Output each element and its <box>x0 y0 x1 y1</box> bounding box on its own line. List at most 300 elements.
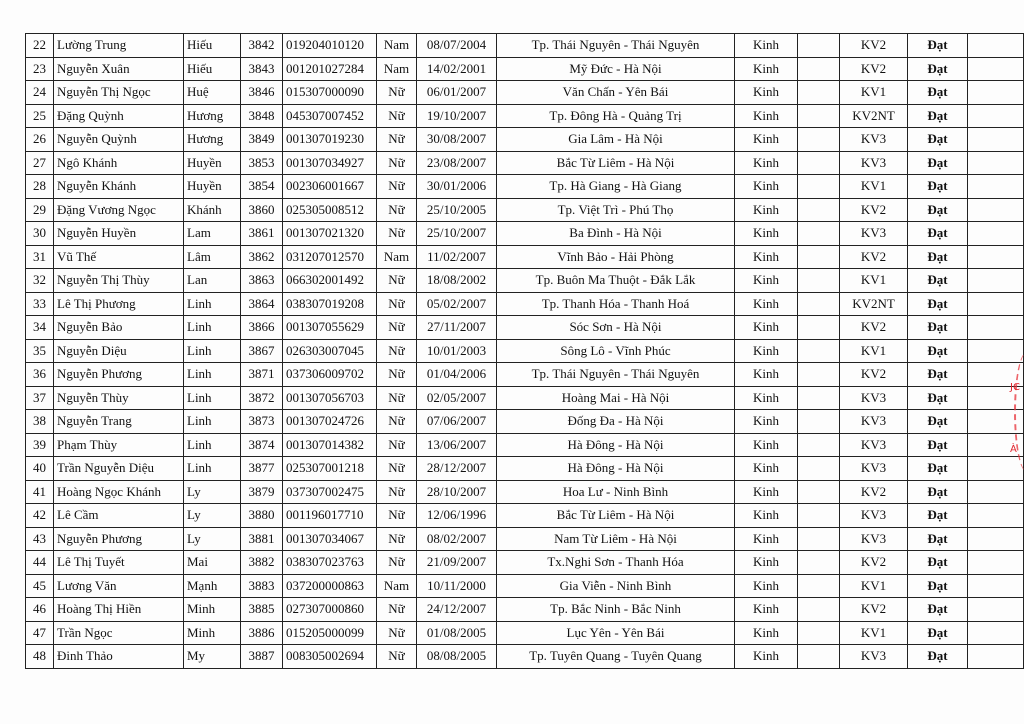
region-cell: KV2 <box>840 245 908 269</box>
ethnicity-cell: Kinh <box>735 527 798 551</box>
birth-date-cell: 08/07/2004 <box>417 34 497 58</box>
row-number: 29 <box>26 198 54 222</box>
blank-cell <box>968 551 1024 575</box>
result-cell: Đạt <box>908 551 968 575</box>
region-cell: KV2NT <box>840 292 908 316</box>
id-number-cell: 008305002694 <box>283 645 377 669</box>
blank-cell <box>798 363 840 387</box>
row-number: 44 <box>26 551 54 575</box>
given-name-cell: Ly <box>184 527 241 551</box>
row-number: 48 <box>26 645 54 669</box>
gender-cell: Nữ <box>377 104 417 128</box>
id-number-cell: 001307056703 <box>283 386 377 410</box>
blank-cell <box>798 410 840 434</box>
gender-cell: Nữ <box>377 457 417 481</box>
hometown-cell: Văn Chấn - Yên Bái <box>497 81 735 105</box>
gender-cell: Nữ <box>377 269 417 293</box>
birth-date-cell: 01/04/2006 <box>417 363 497 387</box>
candidate-number-cell: 3853 <box>241 151 283 175</box>
gender-cell: Nữ <box>377 175 417 199</box>
candidate-number-cell: 3854 <box>241 175 283 199</box>
birth-date-cell: 25/10/2007 <box>417 222 497 246</box>
id-number-cell: 038307019208 <box>283 292 377 316</box>
blank-cell <box>798 574 840 598</box>
id-number-cell: 025307001218 <box>283 457 377 481</box>
table-row <box>26 598 1024 622</box>
region-cell: KV1 <box>840 269 908 293</box>
table-row <box>26 433 1024 457</box>
id-number-cell: 001201027284 <box>283 57 377 81</box>
candidate-number-cell: 3873 <box>241 410 283 434</box>
id-number-cell: 001307019230 <box>283 128 377 152</box>
hometown-cell: Lục Yên - Yên Bái <box>497 621 735 645</box>
given-name-cell: Huyền <box>184 175 241 199</box>
gender-cell: Nữ <box>377 527 417 551</box>
row-number: 32 <box>26 269 54 293</box>
result-cell: Đạt <box>908 480 968 504</box>
region-cell: KV3 <box>840 386 908 410</box>
result-cell: Đạt <box>908 198 968 222</box>
given-name-cell: Linh <box>184 410 241 434</box>
candidate-number-cell: 3864 <box>241 292 283 316</box>
hometown-cell: Ba Đình - Hà Nội <box>497 222 735 246</box>
surname-cell: Nguyễn Thị Ngọc <box>54 81 184 105</box>
given-name-cell: Lan <box>184 269 241 293</box>
birth-date-cell: 10/01/2003 <box>417 339 497 363</box>
blank-cell <box>798 457 840 481</box>
region-cell: KV2 <box>840 363 908 387</box>
blank-cell <box>798 551 840 575</box>
given-name-cell: Linh <box>184 386 241 410</box>
region-cell: KV3 <box>840 504 908 528</box>
gender-cell: Nữ <box>377 551 417 575</box>
row-number: 42 <box>26 504 54 528</box>
result-cell: Đạt <box>908 245 968 269</box>
hometown-cell: Tp. Thanh Hóa - Thanh Hoá <box>497 292 735 316</box>
hometown-cell: Bắc Từ Liêm - Hà Nội <box>497 504 735 528</box>
birth-date-cell: 23/08/2007 <box>417 151 497 175</box>
blank-cell <box>968 57 1024 81</box>
row-number: 24 <box>26 81 54 105</box>
birth-date-cell: 28/12/2007 <box>417 457 497 481</box>
gender-cell: Nữ <box>377 598 417 622</box>
candidate-number-cell: 3863 <box>241 269 283 293</box>
region-cell: KV3 <box>840 222 908 246</box>
birth-date-cell: 28/10/2007 <box>417 480 497 504</box>
result-cell: Đạt <box>908 527 968 551</box>
hometown-cell: Sóc Sơn - Hà Nội <box>497 316 735 340</box>
row-number: 23 <box>26 57 54 81</box>
table-row <box>26 574 1024 598</box>
blank-cell <box>968 574 1024 598</box>
hometown-cell: Tp. Thái Nguyên - Thái Nguyên <box>497 34 735 58</box>
given-name-cell: Linh <box>184 316 241 340</box>
blank-cell <box>798 480 840 504</box>
blank-cell <box>798 57 840 81</box>
given-name-cell: Lâm <box>184 245 241 269</box>
result-cell: Đạt <box>908 34 968 58</box>
region-cell: KV3 <box>840 128 908 152</box>
birth-date-cell: 12/06/1996 <box>417 504 497 528</box>
gender-cell: Nữ <box>377 386 417 410</box>
result-cell: Đạt <box>908 598 968 622</box>
candidate-number-cell: 3872 <box>241 386 283 410</box>
ethnicity-cell: Kinh <box>735 551 798 575</box>
surname-cell: Nguyễn Thị Thùy <box>54 269 184 293</box>
surname-cell: Nguyễn Huyền <box>54 222 184 246</box>
hometown-cell: Mỹ Đức - Hà Nội <box>497 57 735 81</box>
surname-cell: Nguyễn Phương <box>54 527 184 551</box>
row-number: 36 <box>26 363 54 387</box>
result-cell: Đạt <box>908 410 968 434</box>
candidate-number-cell: 3849 <box>241 128 283 152</box>
surname-cell: Lê Thị Tuyết <box>54 551 184 575</box>
birth-date-cell: 21/09/2007 <box>417 551 497 575</box>
table-row <box>26 245 1024 269</box>
row-number: 33 <box>26 292 54 316</box>
result-cell: Đạt <box>908 128 968 152</box>
ethnicity-cell: Kinh <box>735 292 798 316</box>
birth-date-cell: 25/10/2005 <box>417 198 497 222</box>
table-row <box>26 316 1024 340</box>
id-number-cell: 001307034927 <box>283 151 377 175</box>
region-cell: KV3 <box>840 433 908 457</box>
blank-cell <box>968 175 1024 199</box>
hometown-cell: Tp. Hà Giang - Hà Giang <box>497 175 735 199</box>
blank-cell <box>968 245 1024 269</box>
hometown-cell: Tp. Tuyên Quang - Tuyên Quang <box>497 645 735 669</box>
surname-cell: Trần Ngọc <box>54 621 184 645</box>
hometown-cell: Bắc Từ Liêm - Hà Nội <box>497 151 735 175</box>
given-name-cell: Linh <box>184 292 241 316</box>
candidate-number-cell: 3866 <box>241 316 283 340</box>
given-name-cell: Linh <box>184 457 241 481</box>
table-row <box>26 81 1024 105</box>
hometown-cell: Tp. Bắc Ninh - Bắc Ninh <box>497 598 735 622</box>
id-number-cell: 066302001492 <box>283 269 377 293</box>
result-cell: Đạt <box>908 151 968 175</box>
region-cell: KV1 <box>840 339 908 363</box>
given-name-cell: Khánh <box>184 198 241 222</box>
result-cell: Đạt <box>908 621 968 645</box>
region-cell: KV3 <box>840 410 908 434</box>
table-body <box>26 34 1024 669</box>
gender-cell: Nữ <box>377 128 417 152</box>
birth-date-cell: 08/08/2005 <box>417 645 497 669</box>
ethnicity-cell: Kinh <box>735 433 798 457</box>
table-row <box>26 527 1024 551</box>
birth-date-cell: 08/02/2007 <box>417 527 497 551</box>
ethnicity-cell: Kinh <box>735 81 798 105</box>
id-number-cell: 001307021320 <box>283 222 377 246</box>
candidate-number-cell: 3848 <box>241 104 283 128</box>
surname-cell: Nguyễn Bảo <box>54 316 184 340</box>
gender-cell: Nữ <box>377 504 417 528</box>
row-number: 26 <box>26 128 54 152</box>
birth-date-cell: 06/01/2007 <box>417 81 497 105</box>
surname-cell: Hoàng Ngọc Khánh <box>54 480 184 504</box>
ethnicity-cell: Kinh <box>735 104 798 128</box>
region-cell: KV2NT <box>840 104 908 128</box>
id-number-cell: 037200000863 <box>283 574 377 598</box>
id-number-cell: 031207012570 <box>283 245 377 269</box>
blank-cell <box>798 175 840 199</box>
region-cell: KV2 <box>840 598 908 622</box>
table-row <box>26 621 1024 645</box>
result-cell: Đạt <box>908 57 968 81</box>
birth-date-cell: 14/02/2001 <box>417 57 497 81</box>
table-row <box>26 34 1024 58</box>
row-number: 34 <box>26 316 54 340</box>
candidate-number-cell: 3879 <box>241 480 283 504</box>
region-cell: KV2 <box>840 198 908 222</box>
blank-cell <box>968 128 1024 152</box>
surname-cell: Nguyễn Quỳnh <box>54 128 184 152</box>
candidate-number-cell: 3877 <box>241 457 283 481</box>
blank-cell <box>798 104 840 128</box>
region-cell: KV1 <box>840 81 908 105</box>
surname-cell: Đinh Thảo <box>54 645 184 669</box>
row-number: 31 <box>26 245 54 269</box>
result-cell: Đạt <box>908 363 968 387</box>
blank-cell <box>968 104 1024 128</box>
id-number-cell: 001307034067 <box>283 527 377 551</box>
surname-cell: Lường Trung <box>54 34 184 58</box>
given-name-cell: Linh <box>184 363 241 387</box>
surname-cell: Nguyễn Trang <box>54 410 184 434</box>
birth-date-cell: 30/08/2007 <box>417 128 497 152</box>
hometown-cell: Vĩnh Bảo - Hải Phòng <box>497 245 735 269</box>
region-cell: KV2 <box>840 480 908 504</box>
surname-cell: Đặng Quỳnh <box>54 104 184 128</box>
candidate-number-cell: 3860 <box>241 198 283 222</box>
row-number: 35 <box>26 339 54 363</box>
ethnicity-cell: Kinh <box>735 57 798 81</box>
given-name-cell: Hiếu <box>184 57 241 81</box>
birth-date-cell: 13/06/2007 <box>417 433 497 457</box>
hometown-cell: Sông Lô - Vĩnh Phúc <box>497 339 735 363</box>
candidate-number-cell: 3881 <box>241 527 283 551</box>
id-number-cell: 015307000090 <box>283 81 377 105</box>
gender-cell: Nữ <box>377 410 417 434</box>
stamp-text-1: JC <box>1010 382 1020 393</box>
table-row <box>26 198 1024 222</box>
hometown-cell: Tp. Đông Hà - Quảng Trị <box>497 104 735 128</box>
given-name-cell: Huyền <box>184 151 241 175</box>
result-cell: Đạt <box>908 81 968 105</box>
ethnicity-cell: Kinh <box>735 269 798 293</box>
blank-cell <box>798 245 840 269</box>
candidate-number-cell: 3867 <box>241 339 283 363</box>
stamp-text-2: À <box>1010 444 1017 455</box>
candidate-table <box>25 33 1024 669</box>
result-cell: Đạt <box>908 316 968 340</box>
blank-cell <box>968 198 1024 222</box>
id-number-cell: 002306001667 <box>283 175 377 199</box>
blank-cell <box>798 598 840 622</box>
ethnicity-cell: Kinh <box>735 645 798 669</box>
gender-cell: Nữ <box>377 292 417 316</box>
blank-cell <box>968 621 1024 645</box>
hometown-cell: Tp. Việt Trì - Phú Thọ <box>497 198 735 222</box>
blank-cell <box>798 81 840 105</box>
id-number-cell: 001307055629 <box>283 316 377 340</box>
ethnicity-cell: Kinh <box>735 598 798 622</box>
candidate-number-cell: 3846 <box>241 81 283 105</box>
candidate-number-cell: 3887 <box>241 645 283 669</box>
blank-cell <box>968 504 1024 528</box>
ethnicity-cell: Kinh <box>735 245 798 269</box>
hometown-cell: Gia Viễn - Ninh Bình <box>497 574 735 598</box>
hometown-cell: Đống Đa - Hà Nội <box>497 410 735 434</box>
given-name-cell: My <box>184 645 241 669</box>
red-stamp-fragment <box>1006 352 1024 472</box>
gender-cell: Nữ <box>377 339 417 363</box>
blank-cell <box>798 269 840 293</box>
id-number-cell: 027307000860 <box>283 598 377 622</box>
row-number: 43 <box>26 527 54 551</box>
gender-cell: Nữ <box>377 645 417 669</box>
ethnicity-cell: Kinh <box>735 151 798 175</box>
birth-date-cell: 27/11/2007 <box>417 316 497 340</box>
ethnicity-cell: Kinh <box>735 34 798 58</box>
hometown-cell: Nam Từ Liêm - Hà Nội <box>497 527 735 551</box>
surname-cell: Ngô Khánh <box>54 151 184 175</box>
candidate-number-cell: 3871 <box>241 363 283 387</box>
given-name-cell: Mai <box>184 551 241 575</box>
ethnicity-cell: Kinh <box>735 574 798 598</box>
table-row <box>26 269 1024 293</box>
surname-cell: Nguyễn Khánh <box>54 175 184 199</box>
hometown-cell: Hoa Lư - Ninh Bình <box>497 480 735 504</box>
blank-cell <box>798 645 840 669</box>
result-cell: Đạt <box>908 574 968 598</box>
candidate-number-cell: 3862 <box>241 245 283 269</box>
row-number: 47 <box>26 621 54 645</box>
table-row <box>26 292 1024 316</box>
result-cell: Đạt <box>908 292 968 316</box>
surname-cell: Trần Nguyễn Diệu <box>54 457 184 481</box>
blank-cell <box>968 645 1024 669</box>
gender-cell: Nữ <box>377 316 417 340</box>
given-name-cell: Lam <box>184 222 241 246</box>
region-cell: KV2 <box>840 57 908 81</box>
row-number: 41 <box>26 480 54 504</box>
id-number-cell: 001307014382 <box>283 433 377 457</box>
surname-cell: Nguyễn Phương <box>54 363 184 387</box>
candidate-number-cell: 3843 <box>241 57 283 81</box>
surname-cell: Lương Văn <box>54 574 184 598</box>
ethnicity-cell: Kinh <box>735 621 798 645</box>
blank-cell <box>968 480 1024 504</box>
result-cell: Đạt <box>908 222 968 246</box>
surname-cell: Hoàng Thị Hiền <box>54 598 184 622</box>
birth-date-cell: 07/06/2007 <box>417 410 497 434</box>
ethnicity-cell: Kinh <box>735 363 798 387</box>
id-number-cell: 001307024726 <box>283 410 377 434</box>
birth-date-cell: 30/01/2006 <box>417 175 497 199</box>
given-name-cell: Ly <box>184 504 241 528</box>
birth-date-cell: 11/02/2007 <box>417 245 497 269</box>
candidate-number-cell: 3885 <box>241 598 283 622</box>
blank-cell <box>968 527 1024 551</box>
table-row <box>26 386 1024 410</box>
row-number: 39 <box>26 433 54 457</box>
region-cell: KV1 <box>840 574 908 598</box>
birth-date-cell: 10/11/2000 <box>417 574 497 598</box>
ethnicity-cell: Kinh <box>735 175 798 199</box>
region-cell: KV3 <box>840 645 908 669</box>
hometown-cell: Tp. Buôn Ma Thuột - Đắk Lắk <box>497 269 735 293</box>
table-row <box>26 175 1024 199</box>
id-number-cell: 015205000099 <box>283 621 377 645</box>
row-number: 37 <box>26 386 54 410</box>
region-cell: KV3 <box>840 527 908 551</box>
table-row <box>26 504 1024 528</box>
candidate-number-cell: 3842 <box>241 34 283 58</box>
row-number: 46 <box>26 598 54 622</box>
table-row <box>26 57 1024 81</box>
blank-cell <box>968 34 1024 58</box>
table-row <box>26 222 1024 246</box>
region-cell: KV1 <box>840 621 908 645</box>
ethnicity-cell: Kinh <box>735 339 798 363</box>
row-number: 22 <box>26 34 54 58</box>
blank-cell <box>798 504 840 528</box>
table-row <box>26 480 1024 504</box>
table-row <box>26 363 1024 387</box>
candidate-number-cell: 3886 <box>241 621 283 645</box>
row-number: 28 <box>26 175 54 199</box>
given-name-cell: Linh <box>184 433 241 457</box>
candidate-number-cell: 3883 <box>241 574 283 598</box>
blank-cell <box>798 198 840 222</box>
blank-cell <box>798 433 840 457</box>
ethnicity-cell: Kinh <box>735 128 798 152</box>
blank-cell <box>798 621 840 645</box>
blank-cell <box>968 81 1024 105</box>
table-row <box>26 128 1024 152</box>
surname-cell: Lê Cầm <box>54 504 184 528</box>
ethnicity-cell: Kinh <box>735 457 798 481</box>
birth-date-cell: 24/12/2007 <box>417 598 497 622</box>
blank-cell <box>968 316 1024 340</box>
given-name-cell: Huệ <box>184 81 241 105</box>
gender-cell: Nam <box>377 574 417 598</box>
gender-cell: Nam <box>377 57 417 81</box>
region-cell: KV3 <box>840 151 908 175</box>
birth-date-cell: 02/05/2007 <box>417 386 497 410</box>
id-number-cell: 037306009702 <box>283 363 377 387</box>
table-row <box>26 457 1024 481</box>
id-number-cell: 001196017710 <box>283 504 377 528</box>
gender-cell: Nữ <box>377 480 417 504</box>
candidate-number-cell: 3882 <box>241 551 283 575</box>
row-number: 40 <box>26 457 54 481</box>
id-number-cell: 019204010120 <box>283 34 377 58</box>
hometown-cell: Gia Lâm - Hà Nội <box>497 128 735 152</box>
blank-cell <box>798 34 840 58</box>
surname-cell: Nguyễn Xuân <box>54 57 184 81</box>
ethnicity-cell: Kinh <box>735 198 798 222</box>
gender-cell: Nữ <box>377 621 417 645</box>
row-number: 27 <box>26 151 54 175</box>
blank-cell <box>968 222 1024 246</box>
gender-cell: Nữ <box>377 81 417 105</box>
id-number-cell: 026303007045 <box>283 339 377 363</box>
blank-cell <box>798 316 840 340</box>
candidate-number-cell: 3880 <box>241 504 283 528</box>
